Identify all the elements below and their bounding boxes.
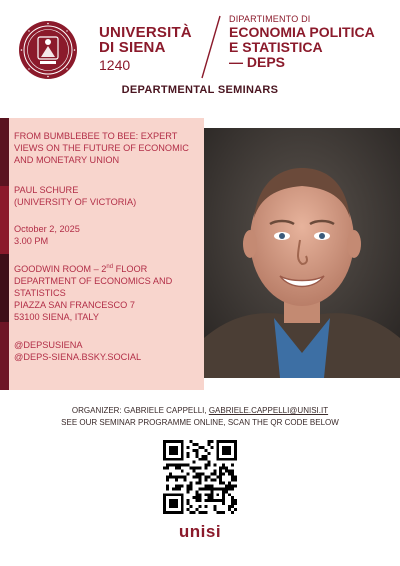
organizer-label: ORGANIZER: GABRIELE CAPPELLI,	[71, 406, 209, 415]
organizer-line	[0, 406, 400, 415]
speaker-affiliation: (UNIVERSITY OF VICTORIA)	[14, 197, 137, 207]
section-title: DEPARTMENTAL SEMINARS	[121, 84, 279, 96]
department-name	[229, 25, 375, 70]
speaker	[14, 184, 204, 208]
social-handles	[14, 339, 141, 363]
stripe	[0, 254, 9, 322]
seminar-time: 3.00 PM	[14, 236, 49, 246]
header-divider	[196, 14, 226, 80]
room-ordinal: nd	[106, 264, 114, 270]
department-label: DIPARTIMENTO DI	[229, 14, 311, 24]
talk-title-line: AND MONETARY UNION	[14, 155, 120, 165]
address-line: STATISTICS	[14, 288, 66, 299]
speaker-portrait-icon	[204, 128, 400, 378]
university-name-line: DI SIENA	[99, 39, 166, 56]
stripe	[0, 118, 9, 186]
address-line: 53100 SIENA, ITALY	[14, 312, 99, 323]
social-handle[interactable]: @DEPS-SIENA.BSKY.SOCIAL	[14, 352, 142, 362]
room-suffix: FLOOR	[113, 264, 148, 275]
social-handle[interactable]: @DEPSUSIENA	[14, 340, 83, 350]
unisi-logo: unisi	[178, 522, 222, 541]
stripe	[0, 186, 9, 254]
qr-code-icon[interactable]	[163, 440, 237, 514]
decorative-stripes	[0, 118, 9, 390]
university-name-line: UNIVERSITÀ	[99, 24, 192, 41]
department-name-line: E STATISTICA	[229, 39, 323, 55]
talk-title-line: VIEWS ON THE FUTURE OF ECONOMIC	[14, 143, 189, 153]
university-year: 1240	[99, 57, 131, 73]
department-name-line: — DEPS	[229, 54, 286, 70]
date-time	[14, 223, 80, 247]
talk-title-line: FROM BUMBLEBEE TO BEE: EXPERT	[14, 131, 178, 141]
address-line: DEPARTMENT OF ECONOMICS AND	[14, 276, 173, 287]
location	[14, 261, 204, 323]
university-name	[99, 25, 192, 55]
programme-text: SEE OUR SEMINAR PROGRAMME ONLINE, SCAN THE QR CODE BELOW	[61, 418, 339, 427]
room-prefix: GOODWIN ROOM – 2	[14, 264, 107, 275]
seminar-date: October 2, 2025	[14, 224, 80, 234]
stripe	[0, 322, 9, 390]
speaker-name: PAUL SCHURE	[14, 185, 79, 195]
room	[14, 261, 204, 275]
department-name-line: ECONOMIA POLITICA	[229, 24, 375, 40]
talk-title	[14, 130, 204, 166]
organizer-email-link[interactable]: GABRIELE.CAPPELLI@UNISI.IT	[208, 406, 329, 415]
university-seal-icon	[18, 20, 78, 80]
address-line: PIAZZA SAN FRANCESCO 7	[14, 300, 135, 311]
